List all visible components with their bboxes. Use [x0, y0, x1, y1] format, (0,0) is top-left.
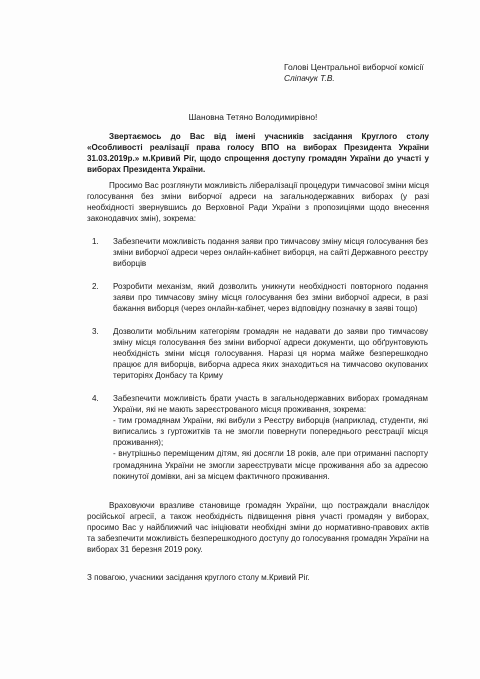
closing-line: З повагою, учасники засідання круглого столу м.Кривий Ріг. [87, 573, 310, 582]
intro-bold-text: Звертаємось до Вас від імені учасників засідання Круглого столу «Особливості реалізації права голосу ВПО на виборах Президента України 31.03.2019р.» м.Кривий Ріг, щодо спрощення доступу громадян України до участі у виборах Президента України. [87, 132, 429, 175]
list-item [113, 393, 428, 482]
list-item: Забезпечити можливість подання заяви про тимчасову зміну місця голосування без зміни виборчої адреси через онлайн-кабінет виборця, на сайті Державного реєстру виборців [113, 237, 428, 269]
request-paragraph: Просимо Вас розглянути можливість лібералізації процедури тимчасової зміни місця голосування без зміни виборчої адреси на загальнодержавних виборах (у разі необхідності звернувшись до Верховної Ради України з пропозиціями щодо внесення законодавчих змін), зокрема: [87, 181, 429, 224]
list-item: Розробити механізм, який дозволить уникнути необхідності повторного подання заяви про тимчасову зміну місця голосування без зміни виборчої адреси, в разі бажання виборця (через онлайн-кабінет, через відповідну позначку в заяві тощо) [113, 282, 428, 314]
item-number: 2. [92, 282, 99, 291]
list-item-text: Забезпечити можливість брати участь в загальнодержавних виборах громадянам України, які не мають зареєстрованого місця проживання, зокрема: [113, 394, 428, 415]
item-number: 3. [92, 327, 99, 336]
addressee-block [284, 62, 424, 84]
list-item: Дозволити мобільним категоріям громадян не надавати до заяви про тимчасову зміну місця голосування без зміни виборчої адреси документи, що обґрунтовують необхідність зміни місця голосування. Наразі ця норма майже безперешкодно працює для виборців, виборча адреса яких знаходиться на тимчасово окупованих територіях Донбасу та Криму [113, 327, 428, 381]
greeting: Шановна Тетяно Володимирівно! [188, 112, 318, 122]
sub-item: - внутрішньо переміщеним дітям, які досягли 18 років, але при отриманні паспорту громадянина України не змогли зареєструвати місце проживання або за адресою покинутої домівки, ані за місцем фактичного проживання. [113, 449, 428, 481]
addressee-name: Сліпачук Т.В. [284, 73, 335, 83]
item-number: 1. [92, 237, 99, 246]
addressee-title: Голові Центральної виборчої комісії [284, 62, 424, 72]
conclusion-paragraph: Враховуючи вразливе становище громадян України, що постраждали внаслідок російської агресії, а також необхідність підвищення рівня участі громадян у виборах, просимо Вас у найближчий час ініціювати необхідні зміни до нормативно-правових актів та забезпечити можливість безперешкодного доступу до голосування громадян України на виборах 31 березня 2019 року. [87, 501, 429, 555]
intro-paragraph [87, 131, 429, 175]
item-number: 4. [92, 394, 99, 403]
sub-item: - тим громадянам України, які вибули з Реєстру виборців (наприклад, студенти, які виписались з гуртожитків та не змогли повернути попереднього реєстрації місця проживання); [113, 416, 428, 448]
